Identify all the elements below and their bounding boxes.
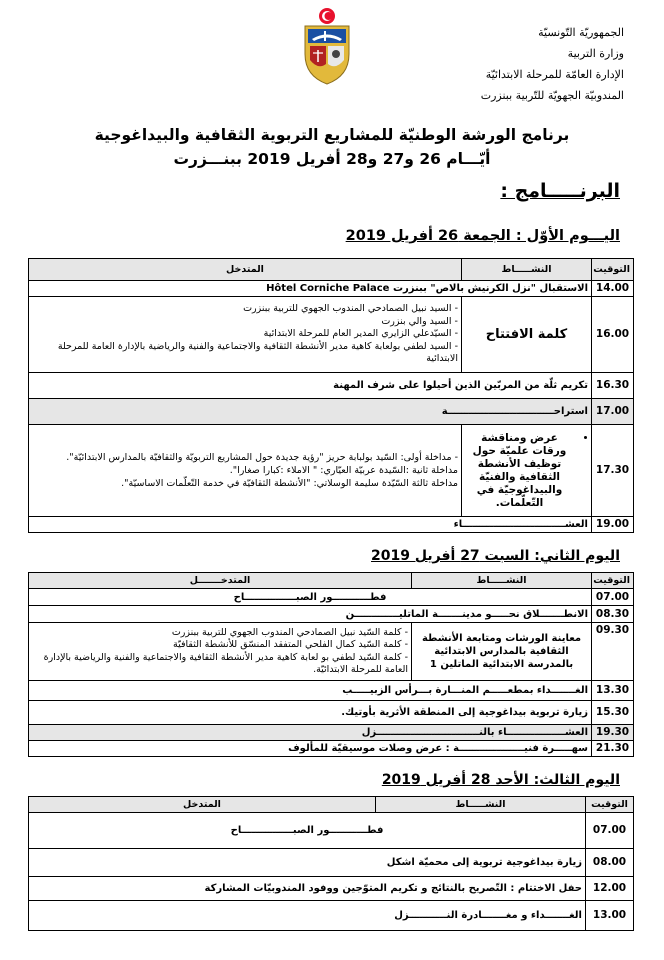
table-cell-time: 15.30 bbox=[592, 701, 634, 725]
table-cell-time: 17.00 bbox=[592, 399, 634, 425]
table-cell-time: 19.30 bbox=[592, 725, 634, 741]
tunisia-coat-of-arms-icon bbox=[296, 6, 358, 86]
header-speaker: المتدخـــــــل bbox=[29, 573, 412, 589]
ministry-header bbox=[384, 22, 624, 106]
table-cell-activity: الغـــــــداء و مغـــــــادرة النـــــــــــزل bbox=[29, 901, 586, 931]
table-cell-speaker: - السيد نبيل الصمادحي المندوب الجهوي للتربية ببنزرت - السيد والي بنزرت - السيّدعلي الزايري المدير العام للمرحلة الابتدائية - السيد لطفي بولعابة كاهية مدير الأنشطة الثقافية والاجتماعية والفنية والرياضية بالإدارة العامة للمرحلة الابتدائية bbox=[29, 297, 462, 373]
header-time: التوقيت bbox=[586, 797, 634, 813]
day3-heading: اليوم الثالث: الأحد 28 أفريل 2019 bbox=[381, 772, 620, 788]
table-cell-time: 08.30 bbox=[592, 606, 634, 623]
table-cell-activity: حفل الاختتام : التّصريح بالنتائج و تكريم المتوّجين ووفود المندوبيّات المشاركة bbox=[29, 877, 586, 901]
header-time: التوقيت bbox=[592, 259, 634, 281]
header-line: وزارة التربية bbox=[567, 47, 624, 60]
header-speaker: المتدخل bbox=[29, 797, 376, 813]
header-activity: النشـــــاط bbox=[376, 797, 586, 813]
table-cell-activity: العشــــــــــــــــــــــــــــــاء bbox=[29, 517, 592, 533]
table-cell-time: 12.00 bbox=[586, 877, 634, 901]
day3-table bbox=[28, 796, 634, 931]
table-cell-activity: الاستقبال "نزل الكرنيش بالاص" ببنزرت Hôtel Corniche Palace bbox=[29, 281, 592, 297]
table-cell-activity: العشـــــــــــــــــاء بالنــــــــــــــــــــــــــــــزل bbox=[29, 725, 592, 741]
program-label: البرنـــــامج : bbox=[500, 180, 620, 202]
table-cell-time: 16.00 bbox=[592, 297, 634, 373]
table-cell-activity: فطـــــــــــور الصبـــــــــــــــاح bbox=[29, 813, 586, 849]
document-title: برنامج الورشة الوطنيّة للمشاريع التربوية الثقافية والبيداغوجية bbox=[94, 126, 570, 144]
header-speaker: المتدخل bbox=[29, 259, 462, 281]
table-cell-activity: زيارة بيداغوجية تربوية إلى محميّة اشكل bbox=[29, 849, 586, 877]
document-subtitle: أيّـــام 26 و27 و28 أفريل 2019 ببنـــزرت bbox=[173, 150, 491, 168]
table-cell-time: 09.30 bbox=[592, 623, 634, 681]
table-cell-time: 14.00 bbox=[592, 281, 634, 297]
header-time: التوقيت bbox=[592, 573, 634, 589]
header-line: المندوبيّة الجهويّة للتّربية ببنزرت bbox=[480, 89, 624, 102]
table-cell-time: 07.00 bbox=[592, 589, 634, 606]
table-cell-activity: الغـــــــداء بمطعـــــم المنـــارة بـــرأس الزبيـــــب bbox=[29, 681, 592, 701]
day2-table bbox=[28, 572, 634, 757]
table-cell-activity: الانطـــــــلاق نحـــــو مدينـــــــة الماتليـــــــــــــن bbox=[29, 606, 592, 623]
table-cell-time: 08.00 bbox=[586, 849, 634, 877]
table-cell-time: 13.30 bbox=[592, 681, 634, 701]
header-activity: النشـــــاط bbox=[462, 259, 592, 281]
table-cell-activity: استراحـــــــــــــــــــــــــــــــة bbox=[29, 399, 592, 425]
table-cell-activity: معاينة الورشات ومتابعة الأنشطة الثقافية بالمدارس الابتدائية بالمدرسة الابتدائية الماتلين 1 bbox=[412, 623, 592, 681]
table-cell-activity: زيارة تربوية بيداغوجية إلى المنطقة الأثرية بأوتيك. bbox=[29, 701, 592, 725]
header-activity: النشـــــاط bbox=[412, 573, 592, 589]
table-cell-time: 07.00 bbox=[586, 813, 634, 849]
table-cell-speaker: - كلمة السّيد نبيل الصمادحي المندوب الجهوي للتربية ببنزرت - كلمة السّيد كمال الفلحي المتفقد المنسّق للأنشطة الثقافيّة - كلمة السّيد لطفي بو لعابة كاهية مدير الأنشطة الثقافية والاجتماعية والفنية والرياضية بالإدارة العامة للمرحلة الابتدائيّة. bbox=[29, 623, 412, 681]
table-cell-time: 17.30 bbox=[592, 425, 634, 517]
header-line: الجمهوريّة التّونسيّة bbox=[538, 26, 624, 39]
day1-table bbox=[28, 258, 634, 533]
table-cell-speaker: - مداخلة أولى: السّيد بولبابة حريز "رؤية جديدة حول المشاريع التربويّة والثقافيّة بالمدارس الابتدائيّة". مداخلة ثانية :السّيدة عربيّة العيّاري: " الاملاء :كبارا صغارا". مداخلة ثالثة السّيّدة سليمة الوسلاتي: "الأنشطة الثقافيّة في خدمة التّعلّمات الاساسيّة". bbox=[29, 425, 462, 517]
table-cell-time: 21.30 bbox=[592, 741, 634, 757]
activity-bullet: • عرض ومناقشة ورقات علميّة حول توظيف الأنشطة الثقافية والفنيّة والبيداغوجيّة في التّعلّمات. bbox=[465, 432, 574, 510]
day1-heading: اليـــوم الأوّل : الجمعة 26 أفريل 2019 bbox=[345, 228, 620, 244]
day2-heading: اليوم الثاني: السبت 27 أفريل 2019 bbox=[371, 548, 620, 564]
table-cell-activity: كلمة الافتتاح bbox=[462, 297, 592, 373]
table-cell-activity bbox=[462, 425, 592, 517]
table-cell-activity: تكريم ثلّة من المربّين الذين أحيلوا على شرف المهنة bbox=[29, 373, 592, 399]
table-cell-time: 13.00 bbox=[586, 901, 634, 931]
table-cell-activity: سهـــــرة فنيـــــــــــــــــــة : عرض وصلات موسيقيّة للمألوف bbox=[29, 741, 592, 757]
header-line: الإدارة العامّة للمرحلة الابتدائيّة bbox=[485, 68, 624, 81]
table-cell-time: 19.00 bbox=[592, 517, 634, 533]
table-cell-activity: فطـــــــــــور الصبـــــــــــــــاح bbox=[29, 589, 592, 606]
table-cell-time: 16.30 bbox=[592, 373, 634, 399]
